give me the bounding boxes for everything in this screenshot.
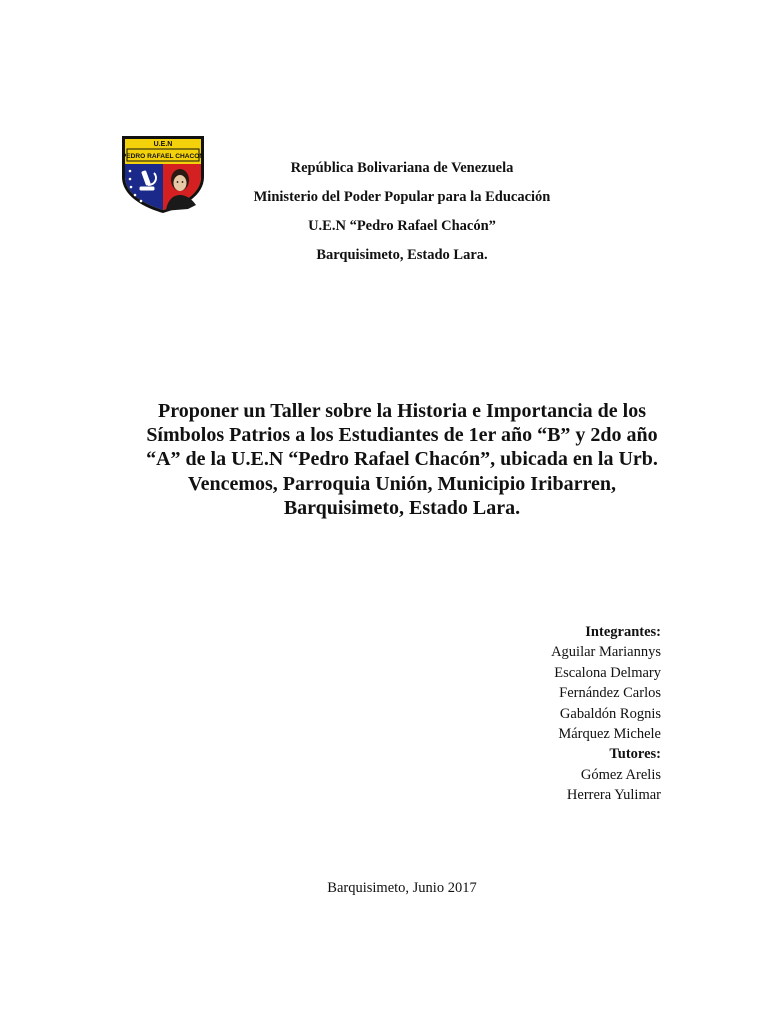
integrante-name: Aguilar Mariannys [551,644,661,661]
title-line: “A” de la U.E.N “Pedro Rafael Chacón”, ubicada en la Urb. [146,448,658,471]
title-line: Símbolos Patrios a los Estudiantes de 1er año “B” y 2do año [146,424,658,447]
integrante-name: Fernández Carlos [559,685,661,702]
title-line: Proponer un Taller sobre la Historia e Importancia de los [158,400,646,422]
place-date: Barquisimeto, Junio 2017 [327,880,477,896]
document-title [100,399,704,520]
tutores-label: Tutores: [609,746,661,763]
school-crest-logo [118,133,208,215]
header-city: Barquisimeto, Estado Lara. [316,247,488,263]
integrantes-label: Integrantes: [585,624,661,640]
tutor-name: Gómez Arelis [580,766,661,783]
header-school: U.E.N “Pedro Rafael Chacón” [308,218,496,234]
header-republic: República Bolivariana de Venezuela [290,160,514,176]
logo-banner-text: PEDRO RAFAEL CHACON [121,153,205,160]
logo-top-text: U.E.N [153,141,173,148]
header-ministry: Ministerio del Poder Popular para la Educación [253,189,551,205]
members-block [551,622,661,806]
title-line: Barquisimeto, Estado Lara. [283,496,521,519]
integrante-name: Márquez Michele [558,726,661,743]
integrante-name: Gabaldón Rognis [559,705,661,722]
tutor-name: Herrera Yulimar [566,787,661,804]
title-line: Vencemos, Parroquia Unión, Municipio Iribarren, [188,472,616,495]
institution-header [214,154,590,270]
integrante-name: Escalona Delmary [554,664,661,681]
